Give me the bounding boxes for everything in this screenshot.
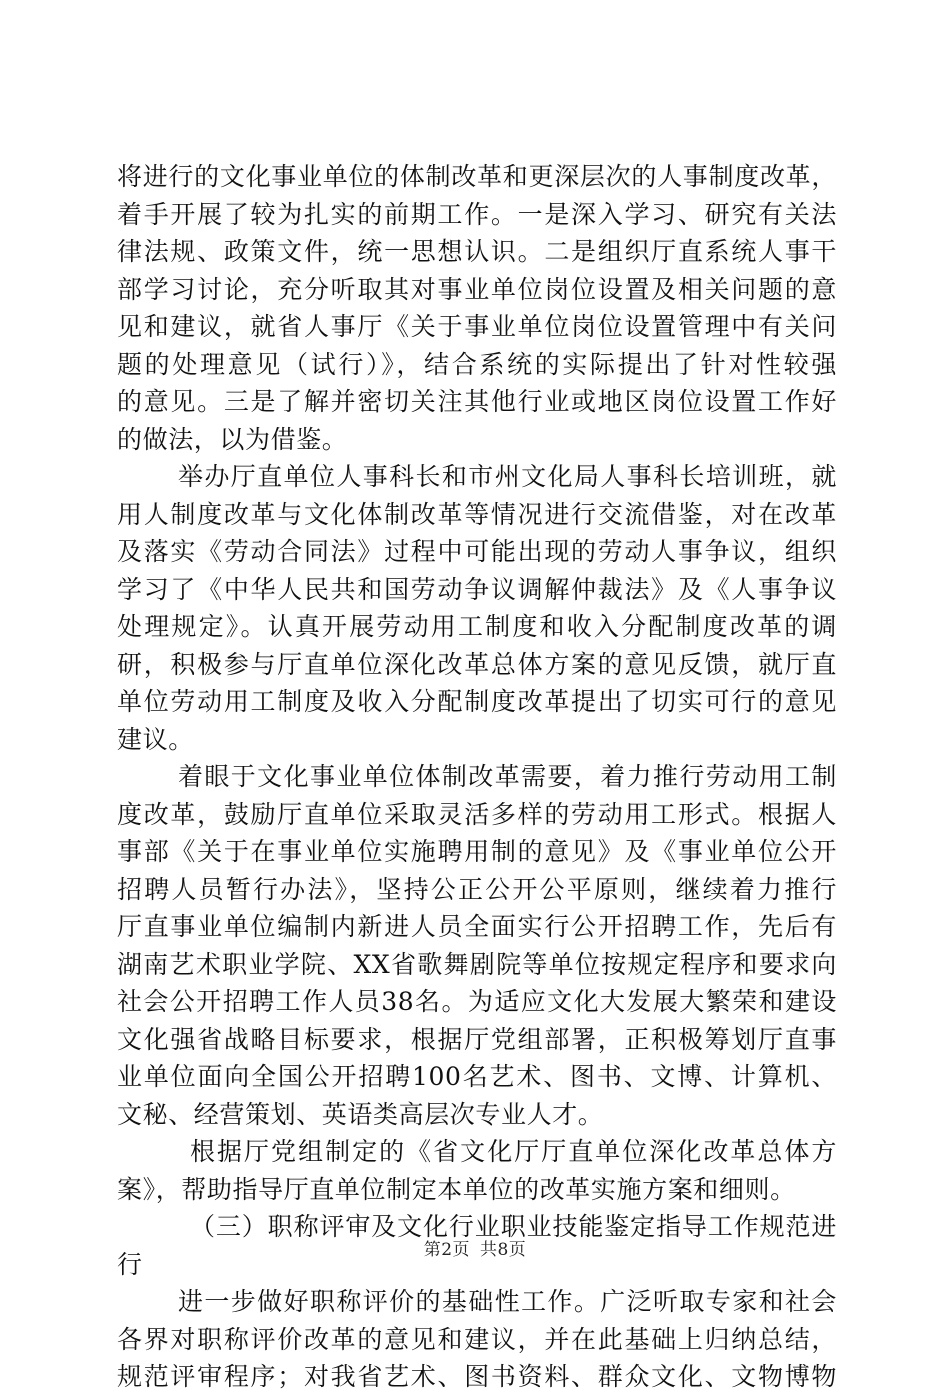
text-line: 及落实《劳动合同法》过程中可能出现的劳动人事争议，组织 — [117, 537, 837, 566]
text-line: 的做法，以为借鉴。 — [117, 424, 348, 454]
text-line: 业单位面向全国公开招聘100名艺术、图书、文博、计算机、 — [117, 1062, 837, 1091]
text-line: 将进行的文化事业单位的体制改革和更深层次的人事制度改革， — [117, 162, 837, 191]
text-line: 各界对职称评价改革的意见和建议，并在此基础上归纳总结， — [117, 1324, 837, 1354]
text-line: 规范评审程序；对我省艺术、图书资料、群众文化、文物博物 — [117, 1362, 837, 1391]
text-line: 文秘、经营策划、英语类高层次专业人才。 — [117, 1099, 604, 1129]
text-line: 单位劳动用工制度及收入分配制度改革提出了切实可行的意见 — [117, 687, 837, 716]
text-line: 处理规定》。认真开展劳动用工制度和收入分配制度改革的调 — [117, 612, 837, 641]
text-line: 部学习讨论，充分听取其对事业单位岗位设置及相关问题的意 — [117, 274, 837, 304]
text-line: 题的处理意见（试行）》，结合系统的实际提出了针对性较强 — [117, 349, 837, 379]
text-line: 的意见。三是了解并密切关注其他行业或地区岗位设置工作好 — [117, 387, 837, 416]
text-line: 案》，帮助指导厅直单位制定本单位的改革实施方案和细则。 — [117, 1174, 796, 1204]
text-line: 社会公开招聘工作人员38名。为适应文化大发展大繁荣和建设 — [117, 987, 837, 1016]
paragraph-first-line: 着眼于文化事业单位体制改革需要，着力推行劳动用工制 — [178, 762, 837, 791]
page-total: 共8页 — [479, 1240, 527, 1260]
text-line: 度改革，鼓励厅直单位采取灵活多样的劳动用工形式。根据人 — [117, 799, 837, 829]
text-line: 研，积极参与厅直单位深化改革总体方案的意见反馈，就厅直 — [117, 649, 837, 679]
text-line: 湖南艺术职业学院、XX省歌舞剧院等单位按规定程序和要求向 — [117, 949, 837, 979]
text-line: 着手开展了较为扎实的前期工作。一是深入学习、研究有关法 — [117, 199, 837, 229]
text-line: 文化强省战略目标要求，根据厅党组部署，正积极筹划厅直事 — [117, 1024, 837, 1054]
page-number: 第2页 — [423, 1240, 471, 1260]
text-line: 学习了《中华人民共和国劳动争议调解仲裁法》及《人事争议 — [117, 574, 837, 604]
section-heading: （三）职称评审及文化行业职业技能鉴定指导工作规范进 — [190, 1212, 837, 1241]
paragraph-first-line: 根据厅党组制定的《省文化厅厅直单位深化改革总体方 — [190, 1137, 837, 1166]
document-body — [117, 158, 837, 1396]
paragraph-first-line: 举办厅直单位人事科长和市州文化局人事科长培训班，就 — [178, 462, 837, 491]
text-line: 事部《关于在事业单位实施聘用制的意见》及《事业单位公开 — [117, 837, 837, 866]
text-line: 建议。 — [117, 724, 194, 754]
text-line: 厅直事业单位编制内新进人员全面实行公开招聘工作，先后有 — [117, 912, 837, 941]
paragraph-first-line: 进一步做好职称评价的基础性工作。广泛听取专家和社会 — [178, 1287, 837, 1316]
text-line: 律法规、政策文件，统一思想认识。二是组织厅直系统人事干 — [117, 237, 837, 266]
text-line: 见和建议，就省人事厅《关于事业单位岗位设置管理中有关问 — [117, 312, 837, 341]
section-heading-continued: 行 — [117, 1249, 143, 1279]
page-footer — [0, 1235, 950, 1260]
text-line: 用人制度改革与文化体制改革等情况进行交流借鉴，对在改革 — [117, 499, 837, 529]
text-line: 招聘人员暂行办法》，坚持公正公开公平原则，继续着力推行 — [117, 874, 837, 904]
